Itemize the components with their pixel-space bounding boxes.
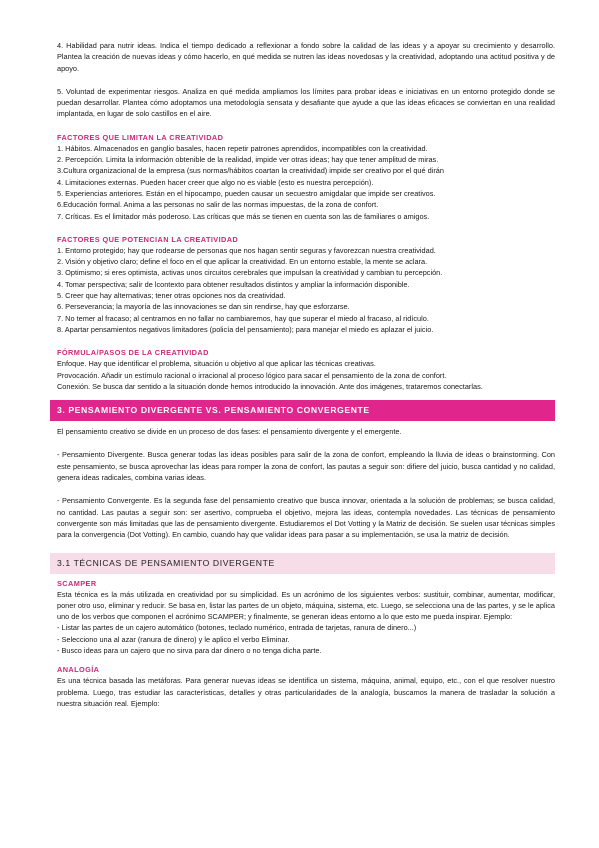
section-3-title-band: 3. PENSAMIENTO DIVERGENTE VS. PENSAMIENTO CONVERGENTE [50,400,555,421]
list-item: 6. Perseverancia; la mayoría de las innovaciones se dan sin rendirse, hay que esforzarse. [57,302,350,312]
list-item: 2. Visión y objetivo claro; define el foco en el que aplicar la creatividad. En un entorno estable, la mente se aclara. [57,257,428,267]
heading-formula: FÓRMULA/PASOS DE LA CREATIVIDAD [57,348,209,358]
list-item: 4. Limitaciones externas. Pueden hacer creer que algo no es viable (esto es nuestra percepción). [57,177,374,187]
list-item: 7. Críticas. Es el limitador más poderoso. Las críticas que más se tienen en cuenta son las de familiares o amigos. [57,211,430,221]
list-item: 1. Entorno protegido; hay que rodearse de personas que nos hagan sentir seguras y favorezcan nuestra creatividad. [57,245,436,255]
formula-enfoque: Enfoque. Hay que identificar el problema, situación u objetivo al que aplicar las técnicas creativas. [57,359,376,369]
list-item: 3. Optimismo; si eres optimista, activas unos circuitos cerebrales que impulsan la creatividad y cambian tu percepción. [57,268,443,278]
formula-provocacion: Provocación. Añadir un estímulo racional o irracional al proceso lógico para sacar el pensamiento de la zona de confort. [57,370,447,380]
heading-analogia: ANALOGÍA [57,665,100,675]
heading-scamper: SCAMPER [57,578,97,588]
list-item: 2. Percepción. Limita la información obtenible de la realidad, impide ver otras ideas; hay que tener amplitud de miras. [57,155,439,165]
list-item: 6.Educación formal. Anima a las personas no salir de las normas impuestas, de la zona de confort. [57,200,379,210]
scamper-step-1: - Listar las partes de un cajero automático (botones, teclado numérico, entrada de tarjetas, ranura de dinero...) [57,623,417,633]
paragraph-pensamiento-convergente: - Pensamiento Convergente. Es la segunda fase del pensamiento creativo que busca innovar, orientada a la solución de problemas; se busca calidad, no cantidad. Las pautas a seguir son: ser asertivo, comprueba el objetivo, mejora las ideas, contempla novedades. Las técnicas de pensamiento convergente son más limitadas que las de pensamiento divergente. Estudiaremos el Dot Votting y la Matriz de decisión. Se suelen usar técnicas simples para la convergencia (Dot Votting). En cambio, cuando hay que validar ideas para pasar a su implementación, se usa la matriz de decisión. [57,496,555,540]
paragraph-analogia: Es una técnica basada las metáforas. Para generar nuevas ideas se identifica un sistema, máquina, animal, equipo, etc., con el que resolver nuestro problema. Luego, tras estudiar las características, detalles y otras particularidades de la analogía, buscamos la manera de trasladar la solución a nuestra situación real. Ejemplo: [57,676,555,708]
paragraph-nutrir-ideas: 4. Habilidad para nutrir ideas. Indica el tiempo dedicado a reflexionar a fondo sobre la calidad de las ideas y a apoyar su crecimiento y desarrollo. Plantea la creación de nuevas ideas y cómo hacerlo, en qué medida se nutren las ideas novedosas y la creatividad, adoptando una actitud positiva y de apoyo. [57,41,555,73]
paragraph-scamper: Esta técnica es la más utilizada en creatividad por su simplicidad. Es un acrónimo de los siguientes verbos: sustituir, combinar, aumentar, modificar, poner otro uso, eliminar y reducir. Se basa en, listar las partes de un objeto, máquina, sistema, etc. Luego, se selecciona una de las partes, y se le aplica uno de los verbos que componen el acrónimo SCAMPER; y finalmente, se generan ideas entorno a lo que esto me pueda inspirar. Ejemplo: [57,589,555,622]
list-factores-potencian [57,245,555,335]
section-3-1-title-band: 3.1 TÉCNICAS DE PENSAMIENTO DIVERGENTE [50,553,555,574]
list-item: 4. Tomar perspectiva; salir de lcontexto para obtener resultados distintos y ampliar la información disponible. [57,279,410,289]
scamper-step-2: - Selecciono una al azar (ranura de dinero) y le aplico el verbo Eliminar. [57,634,290,644]
list-item: 7. No temer al fracaso; al centrarnos en no fallar no cambiaremos, hay que superar el miedo al fracaso, al ridículo. [57,313,429,323]
heading-factores-potencian: FACTORES QUE POTENCIAN LA CREATIVIDAD [57,234,239,244]
list-item: 5. Experiencias anteriores. Están en el hipocampo, pueden causar un secuestro amigdalar que impide ser creativos. [57,188,436,198]
list-factores-limitan [57,143,555,222]
heading-factores-limitan: FACTORES QUE LIMITAN LA CREATIVIDAD [57,132,224,142]
paragraph-dos-fases: El pensamiento creativo se divide en un proceso de dos fases: el pensamiento divergente y el emergente. [57,427,402,437]
paragraph-pensamiento-divergente: - Pensamiento Divergente. Busca generar todas las ideas posibles para salir de la zona de confort, empleando la lluvia de ideas o brainstorming. Con este pensamiento, se busca aprovechar las ideas para romper la zona de confort, las pautas a seguir son: difiere del juicio, busca cantidad y no calidad, genera ideas radicales, combina varias ideas. [57,450,555,483]
list-item: 3.Cultura organizacional de la empresa (sus normas/hábitos coartan la creatividad) impide ser creativo por el qué dirán [57,166,444,176]
paragraph-riesgos: 5. Voluntad de experimentar riesgos. Analiza en qué medida ampliamos los límites para probar ideas e iniciativas en un entorno protegido donde se puedan desarrollar. Plantea cómo adoptamos una metodología sensata y desafiante que ayude a que las ideas eficaces se conviertan en una realidad implantada, en lugar de solo castillos en el aire. [57,86,555,119]
scamper-step-3: - Busco ideas para un cajero que no sirva para dar dinero o no tenga dicha parte. [57,645,322,655]
list-item: 8. Apartar pensamientos negativos limitadores (policía del pensamiento); para manejar el miedo es aplazar el juicio. [57,324,434,334]
list-item: 1. Hábitos. Almacenados en ganglio basales, hacen repetir patrones aprendidos, incompatibles con la creatividad. [57,143,428,153]
formula-conexion: Conexión. Se busca dar sentido a la situación donde hemos introducido la innovación. Ante dos imágenes, trataremos conectarlas. [57,381,483,391]
list-item: 5. Creer que hay alternativas; tener otras opciones nos da creatividad. [57,291,286,301]
